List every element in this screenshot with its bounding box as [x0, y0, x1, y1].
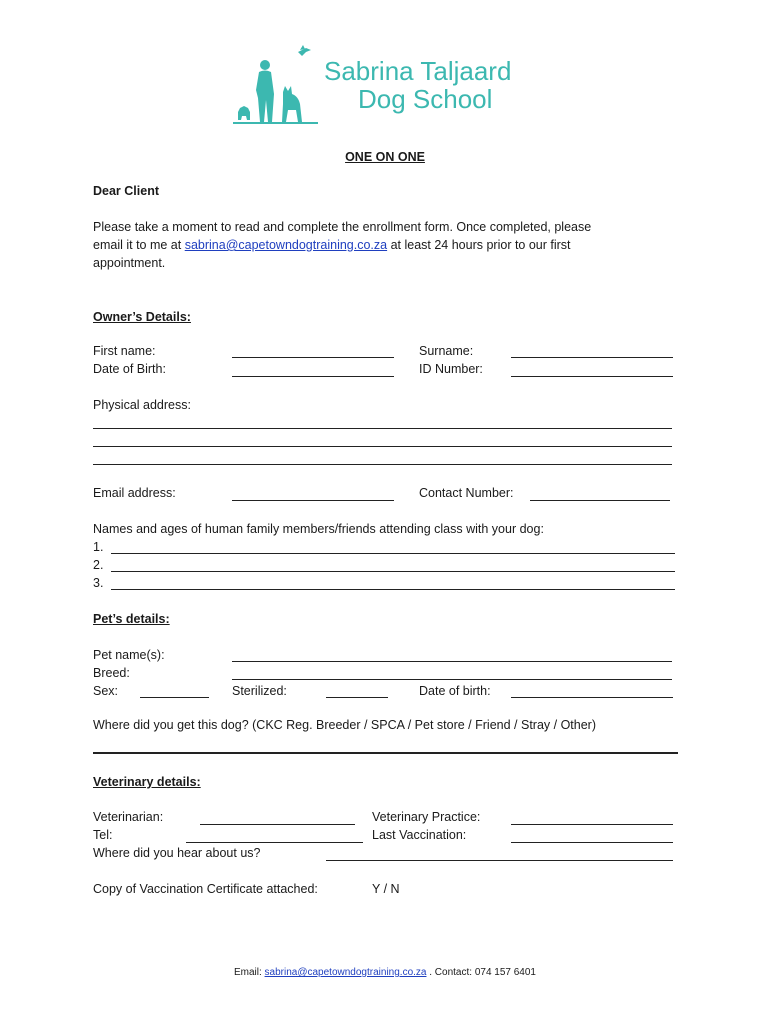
pet-heading: Pet’s details: [93, 612, 170, 626]
family-prompt: Names and ages of human family members/friends attending class with your dog: [93, 522, 544, 536]
physical-address-label: Physical address: [93, 398, 191, 412]
family-line-1[interactable] [111, 553, 675, 554]
address-line-3[interactable] [93, 464, 672, 465]
tel-field[interactable] [186, 842, 363, 843]
logo-line-2: Dog School [358, 84, 493, 114]
vet-practice-label: Veterinary Practice: [372, 810, 481, 824]
family-number-3: 3. [93, 576, 104, 590]
first-name-label: First name: [93, 344, 156, 358]
footer-email-link[interactable]: sabrina@capetowndogtraining.co.za [264, 967, 427, 978]
footer-email-label: Email: [233, 967, 265, 978]
dob-label: Date of Birth: [93, 362, 166, 376]
email-link[interactable]: sabrina@capetowndogtraining.co.za [184, 238, 388, 252]
dob-field[interactable] [232, 376, 394, 377]
last-vaccination-label: Last Vaccination: [372, 828, 467, 842]
contact-number-field[interactable] [530, 500, 670, 501]
surname-field[interactable] [511, 357, 673, 358]
veterinarian-label: Veterinarian: [93, 810, 164, 824]
intro-line-3: appointment. [93, 256, 166, 270]
family-number-1: 1. [93, 540, 104, 554]
pet-names-field[interactable] [232, 661, 672, 662]
footer-contact: . Contact: 074 157 6401 [426, 967, 536, 978]
dog-school-logo-icon [228, 44, 323, 128]
logo [228, 44, 558, 128]
email-address-label: Email address: [93, 486, 176, 500]
address-line-1[interactable] [93, 428, 672, 429]
sterilized-label: Sterilized: [232, 684, 287, 698]
pet-dob-label: Date of birth: [419, 684, 491, 698]
heard-about-field[interactable] [326, 860, 673, 861]
pet-dob-field[interactable] [511, 697, 673, 698]
sex-field[interactable] [140, 697, 209, 698]
vaccination-certificate-yn[interactable]: Y / N [372, 882, 400, 896]
sex-label: Sex: [93, 684, 119, 698]
greeting: Dear Client [93, 184, 159, 198]
breed-label: Breed: [93, 666, 130, 680]
intro-line-1: Please take a moment to read and complete the enrollment form. Once completed, please [93, 220, 592, 234]
intro-line-2 [93, 236, 571, 254]
family-line-3[interactable] [111, 589, 675, 590]
dog-source-question: Where did you get this dog? (CKC Reg. Breeder / SPCA / Pet store / Friend / Stray / Other) [93, 718, 596, 732]
pet-names-label: Pet name(s): [93, 648, 165, 662]
section-divider [93, 752, 678, 754]
logo-line-1: Sabrina Taljaard [324, 56, 512, 86]
vet-practice-field[interactable] [511, 824, 673, 825]
footer [0, 966, 770, 980]
family-number-2: 2. [93, 558, 104, 572]
first-name-field[interactable] [232, 357, 394, 358]
id-number-field[interactable] [511, 376, 673, 377]
address-line-2[interactable] [93, 446, 672, 447]
vaccination-certificate-label: Copy of Vaccination Certificate attached: [93, 882, 318, 896]
sterilized-field[interactable] [326, 697, 388, 698]
last-vaccination-field[interactable] [511, 842, 673, 843]
veterinarian-field[interactable] [200, 824, 355, 825]
tel-label: Tel: [93, 828, 113, 842]
breed-field[interactable] [232, 679, 672, 680]
id-number-label: ID Number: [419, 362, 483, 376]
surname-label: Surname: [419, 344, 474, 358]
contact-number-label: Contact Number: [419, 486, 514, 500]
vet-heading: Veterinary details: [93, 775, 201, 789]
heard-about-label: Where did you hear about us? [93, 846, 261, 860]
email-address-field[interactable] [232, 500, 394, 501]
owner-heading: Owner’s Details: [93, 310, 191, 324]
family-line-2[interactable] [111, 571, 675, 572]
intro-text-after: at least 24 hours prior to our first [387, 238, 571, 252]
page-title: ONE ON ONE [345, 150, 425, 164]
intro-text-before: email it to me at [93, 238, 185, 252]
